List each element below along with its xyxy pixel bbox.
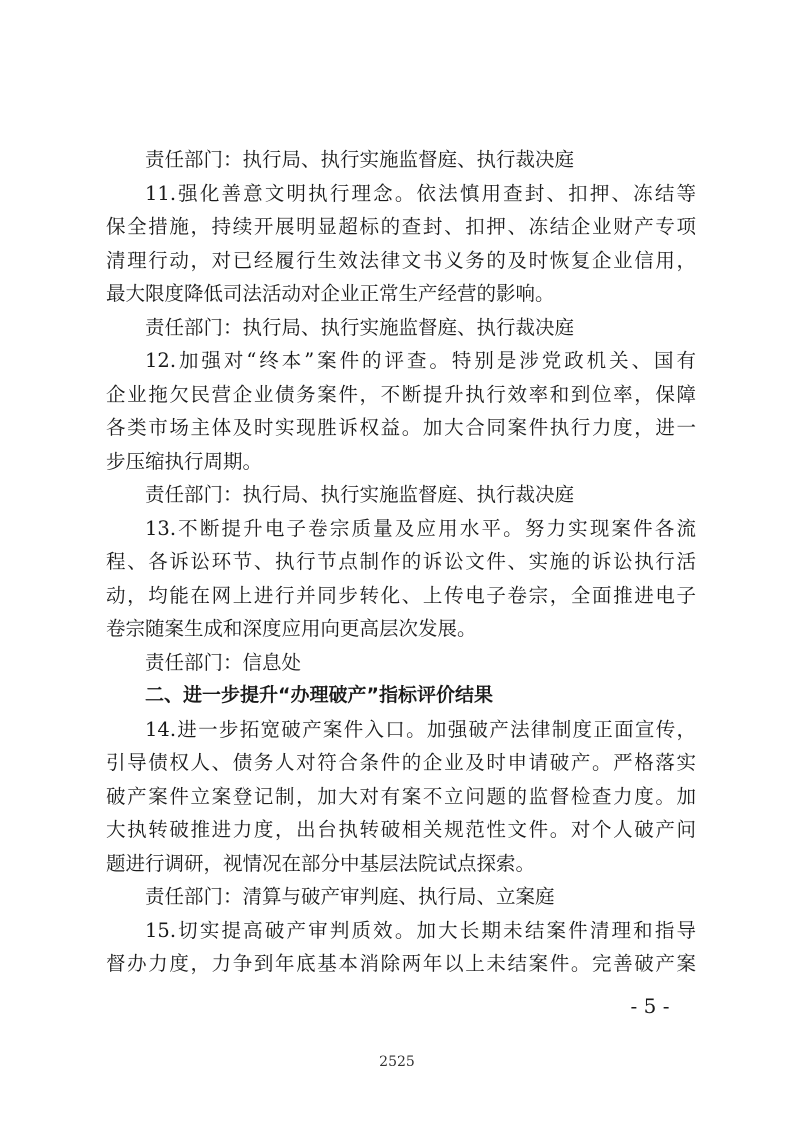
text-line: 引导债权人、债务人对符合条件的企业及时申请破产。严格落实 (106, 751, 696, 774)
text-line: 动，均能在网上进行并同步转化、上传电子卷宗，全面推进电子 (106, 583, 696, 607)
text-line: 12.加强对“终本”案件的评查。特别是涉党政机关、国有 (145, 349, 696, 372)
section-heading: 二、进一步提升“办理破产”指标评价结果 (145, 684, 493, 706)
text-line: 题进行调研，视情况在部分中基层法院试点探索。 (106, 851, 536, 875)
text-line: 破产案件立案登记制，加大对有案不立问题的监督检查力度。加 (106, 784, 696, 808)
text-line: 责任部门：执行局、执行实施监督庭、执行裁决庭 (145, 315, 575, 339)
text-line: 15.切实提高破产审判质效。加大长期未结案件清理和指导 (145, 918, 696, 942)
text-line: 责任部门：信息处 (145, 650, 302, 674)
text-line: 责任部门：执行局、执行实施监督庭、执行裁决庭 (145, 483, 575, 506)
text-line: 大执转破推进力度，出台执转破相关规范性文件。对个人破产问 (106, 818, 696, 841)
text-line: 责任部门：执行局、执行实施监督庭、执行裁决庭 (145, 148, 575, 171)
text-line: 责任部门：清算与破产审判庭、执行局、立案庭 (145, 885, 555, 908)
text-line: 清理行动，对已经履行生效法律文书义务的及时恢复企业信用， (106, 248, 696, 272)
text-line: 保全措施，持续开展明显超标的查封、扣押、冻结企业财产专项 (106, 215, 696, 238)
document-body (106, 143, 696, 981)
text-line: 11.强化善意文明执行理念。依法慎用查封、扣押、冻结等 (145, 181, 696, 205)
text-line: 14.进一步拓宽破产案件入口。加强破产法律制度正面宣传， (145, 717, 696, 741)
text-line: 企业拖欠民营企业债务案件，不断提升执行效率和到位率，保障 (106, 382, 696, 406)
text-line: 最大限度降低司法活动对企业正常生产经营的影响。 (106, 282, 555, 305)
page-number: - 5 - (630, 994, 670, 1018)
text-line: 步压缩执行周期。 (106, 449, 263, 473)
text-line: 13.不断提升电子卷宗质量及应用水平。努力实现案件各流 (145, 516, 696, 540)
text-line: 督办力度，力争到年底基本消除两年以上未结案件。完善破产案 (106, 952, 696, 975)
text-line: 卷宗随案生成和深度应用向更高层次发展。 (106, 617, 477, 640)
text-line: 各类市场主体及时实现胜诉权益。加大合同案件执行力度，进一 (106, 416, 696, 439)
text-line: 程、各诉讼环节、执行节点制作的诉讼文件、实施的诉讼执行活 (106, 550, 696, 573)
footer-number: 2525 (379, 1054, 415, 1070)
